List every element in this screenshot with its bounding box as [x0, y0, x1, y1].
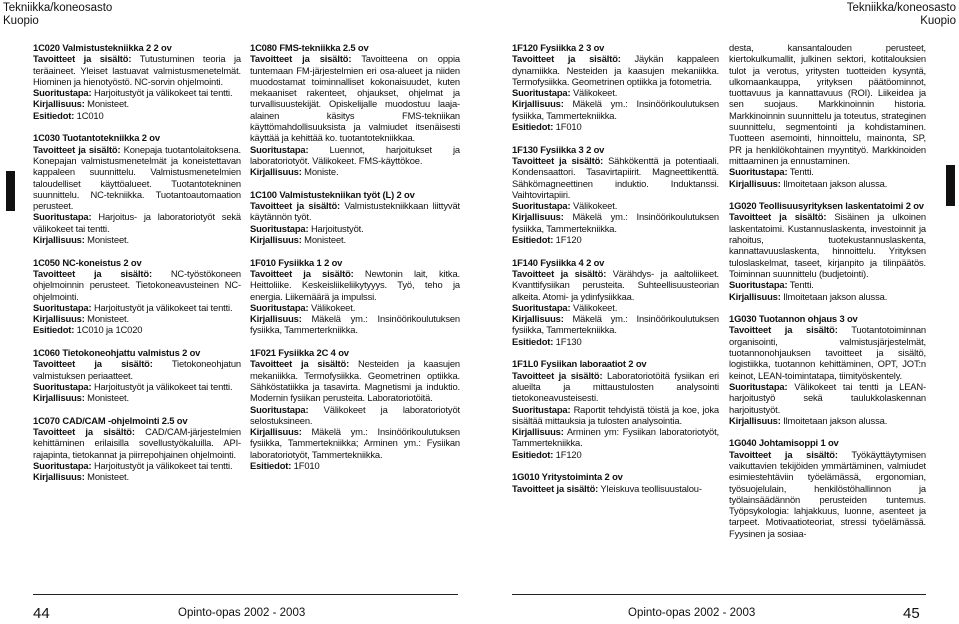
field-text: Harjoitustyöt ja välikokeet tai tentti.: [91, 301, 233, 313]
field-text: Tentti.: [787, 279, 814, 291]
field-label: Kirjallisuus:: [33, 313, 85, 325]
page-header-left: [3, 2, 112, 28]
course-field: [33, 460, 241, 471]
field-label: Suoritustapa:: [33, 459, 92, 471]
course-field: [512, 370, 719, 404]
field-label: Suoritustapa:: [512, 200, 571, 212]
course-entry: [729, 200, 926, 302]
field-label: Tavoitteet ja sisältö:: [33, 143, 121, 155]
field-label: Tavoitteet ja sisältö:: [512, 369, 603, 381]
course-field: [33, 471, 241, 482]
field-text: Nesteiden ja kaasujen mekaniikka. Termofysiikka. Geometrinen optiikka. Sähköstatiikka ja tasavirta. Magnetismi ja induktio. Modernin fysiikan perusteita. Laboratoriotöitä.: [250, 358, 460, 404]
header-campus: Kuopio: [3, 15, 39, 27]
course-field: [33, 98, 241, 109]
course-entry: [512, 257, 719, 347]
field-text: 1C010: [74, 109, 104, 121]
course-field: [33, 234, 241, 245]
course-entry: [512, 471, 719, 494]
course-field: [250, 358, 460, 403]
course-field: [729, 178, 926, 189]
page-number-left: 44: [33, 605, 50, 622]
course-title: 1C060 Tietokoneohjattu valmistus 2 ov: [33, 347, 201, 359]
course-field: [33, 53, 241, 87]
field-text: Harjoitustyöt ja välikokeet tai tentti.: [91, 87, 233, 99]
course-entry: [512, 42, 719, 132]
field-text: Mäkelä ym.: Insinöörikoulutuksen fysiikka, Tammertekniikka.: [512, 98, 719, 121]
course-title: 1C070 CAD/CAM -ohjelmointi 2.5 ov: [33, 414, 188, 426]
course-entry: [33, 132, 241, 245]
course-field: [729, 166, 926, 177]
course-entry: [250, 257, 460, 336]
field-text: Välikokeet.: [570, 200, 618, 212]
course-field: [33, 313, 241, 324]
field-text: Monisteet.: [84, 234, 129, 246]
field-text: Raportit tehdyistä töistä ja koe, joka sisältää mittauksia ja tulosten analysointia.: [512, 403, 719, 426]
field-text: 1F010: [553, 121, 582, 133]
thumb-index-marker-left: [6, 171, 15, 211]
field-label: Kirjallisuus:: [33, 234, 85, 246]
course-field: [729, 279, 926, 290]
field-label: Tavoitteet ja sisältö:: [512, 482, 599, 494]
field-text: Välikokeet ja laboratoriotyöt selostuksineen.: [250, 403, 460, 426]
course-entry: [512, 358, 719, 460]
field-text: Välikokeet.: [570, 301, 618, 313]
field-label: Esitiedot:: [250, 459, 292, 471]
course-field: [512, 483, 719, 494]
field-label: Kirjallisuus:: [729, 177, 781, 189]
field-label: Esitiedot:: [512, 234, 554, 246]
field-text: CAD/CAM-järjestelmien kehittäminen erilaisilla sovellustyökaluilla. API-rajapinta, tietokannat ja piirrepohjainen ohjelmointi.: [33, 426, 241, 460]
field-text: Monisteet.: [301, 234, 346, 246]
field-label: Tavoitteet ja sisältö:: [33, 53, 132, 65]
course-entry: [729, 313, 926, 426]
field-label: Kirjallisuus:: [250, 426, 302, 438]
footer-title-right: Opinto-opas 2002 - 2003: [628, 607, 756, 619]
footer-rule-left: [33, 594, 458, 595]
course-entry: [729, 42, 926, 189]
field-label: Tavoitteet ja sisältö:: [512, 267, 607, 279]
field-text: Mäkelä ym.: Insinöörikoulutuksen fysiikka, Tammertekniikka.: [512, 313, 719, 336]
course-field: [512, 155, 719, 200]
course-title: 1G020 Teollisuusyrityksen laskentatoimi 2 ov: [729, 200, 924, 212]
field-label: Tavoitteet ja sisältö:: [729, 211, 827, 223]
field-text: Arminen ym: Fysiikan laboratoriotyöt, Tammertekniikka.: [512, 426, 719, 449]
field-label: Suoritustapa:: [512, 87, 571, 99]
field-text: Ilmoitetaan jakson alussa.: [780, 414, 888, 426]
course-field: [729, 415, 926, 426]
course-field: [250, 268, 460, 302]
course-field: [729, 449, 926, 539]
field-text: 1F120: [553, 448, 582, 460]
field-label: Esitiedot:: [512, 448, 554, 460]
field-label: Suoritustapa:: [33, 87, 92, 99]
course-title: 1C020 Valmistustekniikka 2 2 ov: [33, 42, 172, 53]
course-field: [512, 53, 719, 87]
field-text: NC-työstökoneen ohjelmoinnin perusteet. Tietokoneavusteinen NC-ohjelmointi.: [33, 267, 241, 302]
course-field: [250, 234, 460, 245]
field-label: Suoritustapa:: [33, 301, 92, 313]
course-field: [250, 302, 460, 313]
field-text: Monisteet.: [84, 471, 129, 483]
course-field: [33, 302, 241, 313]
page-number-right: 45: [903, 605, 920, 622]
course-title: 1C080 FMS-tekniikka 2.5 ov: [250, 42, 369, 53]
field-label: Suoritustapa:: [512, 301, 571, 313]
field-label: Kirjallisuus:: [33, 471, 85, 483]
course-field: [512, 98, 719, 121]
course-field: [250, 200, 460, 223]
field-label: Esitiedot:: [33, 109, 75, 121]
course-field: [33, 358, 241, 381]
field-text: Työkäyttäytymisen vaikuttavien tekijöiden ymmärtäminen, valmiudet esimiestehtäviin työelämässä, ergonomian, työsuojelulain, henkilöstöhallinnon ja työlainsäädännön perusteiden tuntemus. Työpsykologia: lahjakkuus, luonne, asenteet ja tarpeet. Motivaatioteoriat, stressi työelämässä. Fyysinen ja sosiaa-: [729, 448, 926, 539]
field-label: Suoritustapa:: [250, 222, 309, 234]
field-text: Välikokeet.: [570, 87, 618, 99]
course-field: [512, 449, 719, 460]
field-label: Esitiedot:: [33, 324, 75, 336]
course-entry: [250, 42, 460, 178]
course-field: [512, 87, 719, 98]
field-text: Tavoitteena on oppia tuntemaan FM-järjestelmien eri osa-alueet ja niiden muodostamat toiminnalliset kokonaisuudet, kuten mekaaniset rakenteet, ohjaukset, ohjelmat ja turvallisuustekijät. Opiskelijalle muodostuu laaja-alainen käsitys FMS-tekniikan käyttömahdollisuuksista ja valmiudet itsenäisesti käyttää ja kehittää ko. tuotantotekniikkaa.: [250, 53, 460, 144]
field-text: Ilmoitetaan jakson alussa.: [780, 177, 888, 189]
course-title: 1G030 Tuotannon ohjaus 3 ov: [729, 313, 858, 325]
text-column-3: [512, 42, 719, 505]
course-title: 1C100 Valmistustekniikan työt (L) 2 ov: [250, 188, 415, 200]
course-field: [512, 200, 719, 211]
header-campus: Kuopio: [920, 15, 956, 27]
field-label: Tavoitteet ja sisältö:: [250, 200, 341, 212]
field-label: Tavoitteet ja sisältö:: [250, 358, 350, 370]
course-field: [250, 223, 460, 234]
field-text: Valmistustekniikkaan liittyvät käytännön työt.: [250, 200, 460, 223]
field-label: Kirjallisuus:: [250, 234, 302, 246]
course-field: [729, 42, 926, 166]
course-field: [512, 313, 719, 336]
field-label: Tavoitteet ja sisältö:: [33, 358, 153, 370]
header-department: Tekniikka/koneosasto: [846, 2, 956, 14]
footer-title-left: Opinto-opas 2002 - 2003: [178, 607, 306, 619]
field-text: Ilmoitetaan jakson alussa.: [780, 290, 888, 302]
field-label: Kirjallisuus:: [729, 414, 781, 426]
course-field: [33, 144, 241, 212]
field-label: Kirjallisuus:: [512, 426, 564, 438]
course-field: [250, 426, 460, 460]
field-text: Monisteet.: [84, 313, 129, 325]
field-text: Jäykän kappaleen dynamiikka. Nesteiden ja kaasujen mekaniikka. Termofysiikka. Geometrinen optiikka ja fotometria.: [512, 53, 719, 87]
field-text: Harjoitus- ja laboratoriotyöt sekä välikokeet tai tentti.: [33, 211, 241, 234]
field-label: Kirjallisuus:: [250, 313, 302, 325]
course-field: [512, 404, 719, 427]
field-label: Tavoitteet ja sisältö:: [250, 267, 354, 279]
field-text: Newtonin lait, kitka. Heittoliike. Keskeisliikeliikytyyys. Työ, teho ja energia. Liikemäärä ja impulssi.: [250, 267, 460, 302]
course-field: [250, 53, 460, 143]
course-field: [250, 144, 460, 167]
course-field: [250, 404, 460, 427]
field-label: Tavoitteet ja sisältö:: [729, 448, 838, 460]
course-entry: [250, 189, 460, 245]
course-title: 1F140 Fysiikka 4 2 ov: [512, 256, 605, 268]
text-column-4: [729, 42, 926, 550]
page-header-right: [847, 2, 956, 28]
course-title: 1G010 Yritystoiminta 2 ov: [512, 471, 623, 483]
field-label: Suoritustapa:: [33, 211, 92, 223]
field-label: Suoritustapa:: [250, 301, 309, 313]
field-text: Tentti.: [787, 166, 814, 178]
field-text: Monisteet.: [84, 98, 129, 110]
field-text: Yleiskuva teollisuustalou-: [598, 482, 702, 494]
field-label: Tavoitteet ja sisältö:: [512, 53, 621, 65]
course-field: [512, 211, 719, 234]
course-title: 1F1L0 Fysiikan laboraatiot 2 ov: [512, 358, 647, 370]
field-label: Tavoitteet ja sisältö:: [512, 154, 604, 166]
field-label: Kirjallisuus:: [512, 211, 564, 223]
field-label: Kirjallisuus:: [33, 392, 85, 404]
field-label: Kirjallisuus:: [729, 290, 781, 302]
course-field: [512, 426, 719, 449]
course-entry: [33, 347, 241, 403]
field-label: Suoritustapa:: [250, 403, 309, 415]
course-field: [729, 381, 926, 415]
course-entry: [33, 42, 241, 121]
field-label: Kirjallisuus:: [33, 98, 85, 110]
course-field: [33, 381, 241, 392]
field-label: Kirjallisuus:: [250, 166, 302, 178]
course-entry: [33, 415, 241, 483]
field-text: Laboratoriotöitä fysiikan eri alueilta ja mittaustulosten analysointi tietokoneavusteisesti.: [512, 369, 719, 404]
field-label: Suoritustapa:: [33, 380, 92, 392]
field-text: Harjoitustyöt ja välikokeet tai tentti.: [91, 459, 233, 471]
course-field: [33, 426, 241, 460]
text-column-2: [250, 42, 460, 483]
course-field: [33, 268, 241, 302]
course-title: 1F010 Fysiikka 1 2 ov: [250, 256, 343, 268]
course-title: 1F130 Fysiikka 3 2 ov: [512, 143, 605, 155]
field-label: Suoritustapa:: [250, 143, 309, 155]
course-field: [250, 166, 460, 177]
course-field: [33, 110, 241, 121]
field-label: Suoritustapa:: [512, 403, 571, 415]
field-text: Konepaja tuotantolaitoksena. Konepajan valmistusmenetelmät ja koneistettavan kappaleen suunnittelu. Valmistusmenetelmien taloudelliset käyttöalueet. Tuotantotekninen suunnittelu. NC-tekniikka. Tuotantoautomaation perusteet.: [33, 143, 241, 212]
header-department: Tekniikka/koneosasto: [3, 2, 113, 14]
course-field: [729, 211, 926, 279]
field-label: Tavoitteet ja sisältö:: [729, 324, 838, 336]
field-text: Tietokoneohjatun valmistuksen periaatteet.: [33, 358, 241, 381]
course-field: [33, 87, 241, 98]
field-text: 1F010: [291, 459, 320, 471]
course-field: [512, 302, 719, 313]
field-text: Monisteet.: [84, 392, 129, 404]
text-column-1: [33, 42, 241, 494]
field-text: Sisäinen ja ulkoinen laskentatoimi. Kustannuslaskenta, investoinnit ja rahoitus, tuotekustannuslaskenta, kannattavuuslaskenta, hinnoittelu. Yrityksen tuloslaskelmat, taseet, kirjanpito ja tilinpäätös. Toiminnan suunnittelu (budjetointi).: [729, 211, 926, 279]
field-label: Suoritustapa:: [729, 166, 788, 178]
field-label: Suoritustapa:: [729, 279, 788, 291]
field-text: Sähkökenttä ja potentiaali. Kondensaattori. Tasavirtapiirit. Magneettikenttä. Sähkömagneettinen induktio. Induktanssi. Vaihtovirtapiiri.: [512, 154, 719, 200]
course-entry: [729, 437, 926, 539]
course-field: [250, 460, 460, 471]
course-field: [512, 121, 719, 132]
field-text: 1F120: [553, 234, 582, 246]
course-entry: [512, 144, 719, 246]
field-text: Välikokeet tai tentti ja LEAN-harjoitustyö sekä taulukkolaskennan harjoitustyöt.: [729, 380, 926, 415]
course-field: [33, 392, 241, 403]
field-label: Suoritustapa:: [729, 380, 788, 392]
field-text: Mäkelä ym.: Insinöörikoulutuksen fysiikka, Tammertekniikka; Arminen ym.: Fysiikan laboratoriotyöt, Tammertekniikka.: [250, 426, 460, 460]
field-text: desta, kansantalouden perusteet, kiertokulkumallit, julkinen sektori, kotitalouksien tulot ja verotus, yritysten tuotteiden kysyntä, ulkomaankauppa, yrityksen päätöominnot, tuottavuus ja kannattavuus (ROI). Liikeidea ja sen suojaus. Markkinoinnin historia. Markkinoinnin suunnittelu ja toteutus, strateginen suunnittelu, segmentointi ja kohdistaminen. Tuotteen asemointi, hinnoittelu, mainonta, SP, PR ja henkilökohtainen myyntityö. Markkinoiden mittaaminen ja ennustaminen.: [729, 42, 926, 166]
course-title: 1F021 Fysiikka 2C 4 ov: [250, 347, 349, 359]
course-field: [512, 268, 719, 302]
course-field: [33, 211, 241, 234]
course-field: [250, 313, 460, 336]
field-text: Mäkelä ym.: Insinöörikoulutuksen fysiikka, Tammertekniikka.: [512, 211, 719, 234]
field-text: Tuotantotoiminnan organisointi, valmistusjärjestelmät, tuotannonohjauksen tavoitteet ja sisältö, logistiikka, tuotannon kehittäminen, OPT, JOT:n keinot, LEAN-toimintatapa, tiimityöskentely.: [729, 324, 927, 381]
course-field: [729, 291, 926, 302]
field-text: Värähdys- ja aaltoliikeet. Kvanttifysiikan perusteita. Suhteellisuusteorian alkeita. Atomi- ja ydinfysiikkaa.: [512, 267, 719, 302]
field-text: Tutustuminen teoria ja teräaineet. Yleiset lastuavat valmistusmenetelmät. Hiominen ja hienotyöstö. NC-sorvin ohjelmointi.: [33, 53, 241, 87]
field-text: Välikokeet.: [308, 301, 356, 313]
field-label: Tavoitteet ja sisältö:: [33, 426, 135, 438]
course-title: 1F120 Fysiikka 2 3 ov: [512, 42, 605, 53]
footer-rule-right: [512, 594, 926, 595]
field-text: Harjoitustyöt.: [308, 222, 364, 234]
field-text: Mäkelä ym.: Insinöörikoulutuksen fysiikka, Tammerterkniikka.: [250, 313, 460, 336]
field-label: Kirjallisuus:: [512, 98, 564, 110]
field-text: Luennot, harjoitukset ja laboratoriotyöt. Välikokeet. FMS-käyttökoe.: [250, 143, 460, 166]
field-text: Moniste.: [301, 166, 339, 178]
course-field: [512, 234, 719, 245]
course-field: [33, 324, 241, 335]
course-entry: [33, 257, 241, 336]
field-label: Kirjallisuus:: [512, 313, 564, 325]
course-entry: [250, 347, 460, 471]
thumb-index-marker-right: [946, 165, 955, 206]
course-title: 1C030 Tuotantotekniikka 2 ov: [33, 132, 160, 144]
field-label: Tavoitteet ja sisältö:: [250, 53, 352, 65]
field-text: Harjoitustyöt ja välikokeet tai tentti.: [91, 380, 233, 392]
field-label: Esitiedot:: [512, 335, 554, 347]
field-label: Esitiedot:: [512, 121, 554, 133]
course-field: [729, 324, 926, 380]
course-field: [512, 336, 719, 347]
field-text: 1C010 ja 1C020: [74, 324, 143, 336]
field-text: 1F130: [553, 335, 582, 347]
course-title: 1C050 NC-koneistus 2 ov: [33, 256, 142, 268]
field-label: Tavoitteet ja sisältö:: [33, 267, 152, 279]
course-title: 1G040 Johtamisoppi 1 ov: [729, 437, 839, 449]
